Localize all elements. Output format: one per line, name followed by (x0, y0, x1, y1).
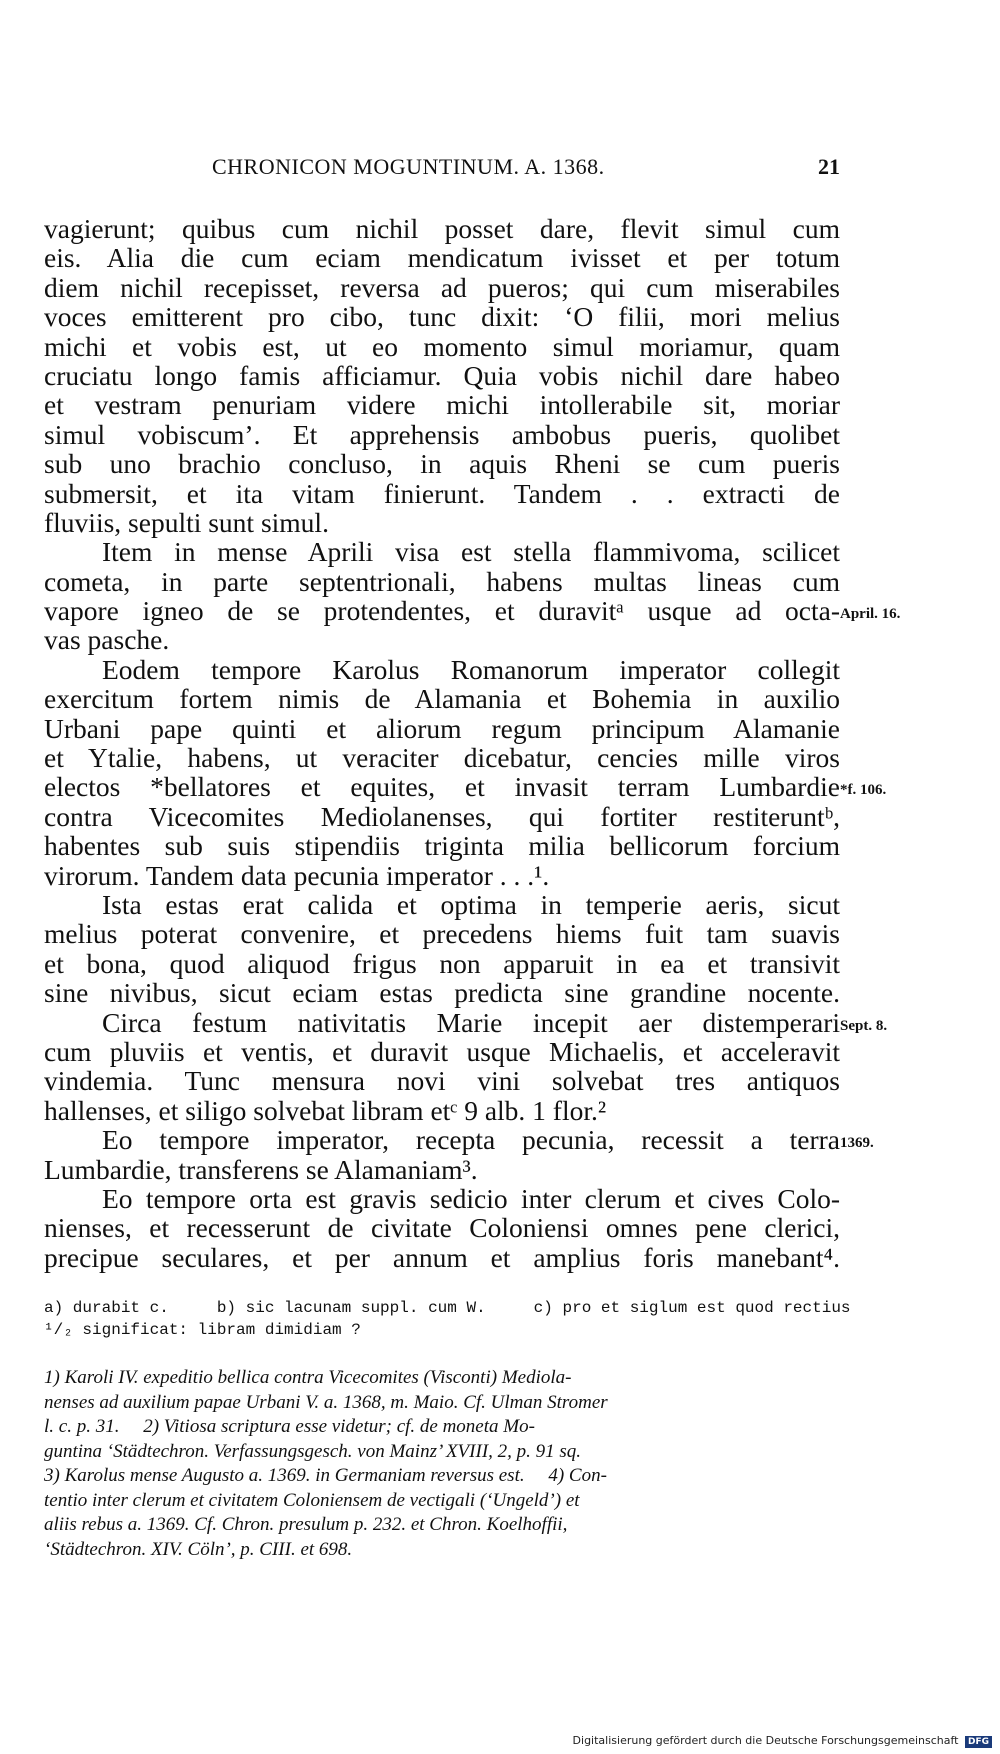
text-line (44, 214, 840, 243)
footnote-line: guntina ‘Städtechron. Verfassungsgesch. von Mainz’ XVIII, 2, p. 91 sq. (44, 1440, 582, 1462)
text-line-content: et Ytalie, habens, ut veraciter dicebatur, cencies mille viros (44, 742, 840, 774)
apparatus-line: a) durabit c. b) sic lacunam suppl. cum W. c) pro et siglum est quod rectius (44, 1299, 851, 1317)
text-line (44, 949, 840, 978)
text-line (44, 243, 840, 272)
text-line-content: nienses, et recesserunt de civitate Coloniensi omnes pene clerici, (44, 1212, 840, 1244)
text-line (44, 361, 840, 390)
text-line (44, 802, 840, 831)
margin-note: *f. 106. (840, 782, 887, 799)
apparatus-line: ¹/₂ significat: libram dimidiam ? (44, 1321, 361, 1339)
footnote-line: ‘Städtechron. XIV. Cöln’, p. CIII. et 698. (44, 1538, 353, 1560)
text-line-content: sub uno brachio concluso, in aquis Rheni se cum pueris (44, 448, 840, 480)
page-number: 21 (818, 154, 840, 179)
running-title: CHRONICON MOGUNTINUM. A. 1368. (212, 154, 605, 179)
text-line (44, 508, 840, 537)
footnote-line: l. c. p. 31. 2) Vitiosa scriptura esse videtur; cf. de moneta Mo- (44, 1416, 535, 1437)
text-line (44, 1066, 840, 1095)
text-line-content: submersit, et ita vitam finierunt. Tandem . . extracti de (44, 477, 840, 509)
text-line-content: cum pluviis et ventis, et duravit usque Michaelis, et acceleravit (44, 1035, 840, 1067)
text-line-content: michi et vobis est, ut eo momento simul moriamur, quam (44, 330, 840, 362)
text-line-content: Lumbardie, transferens se Alamaniam³. (44, 1153, 478, 1185)
text-line-content: Ista estas erat calida et optima in temperie aeris, sicut (102, 888, 840, 920)
text-line-content: Urbani pape quinti et aliorum regum principum Alamanie (44, 712, 840, 744)
footnote-line: aliis rebus a. 1369. Cf. Chron. presulum p. 232. et Chron. Koelhoffii, (44, 1514, 568, 1535)
text-line (44, 302, 840, 331)
text-line-content: precipue seculares, et per annum et amplius foris manebant⁴. (44, 1241, 840, 1273)
text-line (44, 1213, 840, 1242)
margin-note: April. 16. (840, 606, 901, 623)
digitization-credit (573, 1734, 992, 1748)
text-line (44, 771, 887, 803)
main-text (44, 213, 901, 1273)
text-line-content: virorum. Tandem data pecunia imperator . . .¹. (44, 859, 550, 891)
text-line-content: fluviis, sepulti sunt simul. (44, 506, 329, 538)
text-line (44, 1155, 840, 1184)
footnote-line: 3) Karolus mense Augusto a. 1369. in Germaniam reversus est. 4) Con- (44, 1465, 607, 1486)
text-line (44, 449, 840, 478)
text-line (44, 861, 840, 890)
text-line-content: simul vobiscum’. Et apprehensis ambobus pueris, quolibet (44, 418, 840, 450)
text-line-content: et bona, quod aliquod frigus non apparuit in ea et transivit (44, 947, 840, 979)
text-line (44, 537, 840, 566)
footnote-line: tentio inter clerum et civitatem Coloniensem de vectigali (‘Ungeld’) et (44, 1489, 580, 1511)
text-line (44, 479, 840, 508)
textual-apparatus (44, 1297, 851, 1341)
text-line-content: vas pasche. (44, 624, 170, 656)
text-line (44, 831, 840, 860)
text-line (44, 1006, 888, 1038)
text-line (44, 1124, 874, 1156)
dfg-logo: DFG (965, 1736, 992, 1748)
text-line (44, 714, 840, 743)
margin-note: Sept. 8. (840, 1017, 888, 1034)
text-line-content: Eo tempore imperator, recepta pecunia, recessit a terra (102, 1124, 840, 1156)
text-line-content: hallenses, et siligo solvebat libram etᶜ 9 alb. 1 flor.² (44, 1094, 607, 1126)
text-line (44, 390, 840, 419)
text-line (44, 684, 840, 713)
text-line (44, 890, 840, 919)
margin-note: 1369. (840, 1135, 874, 1152)
text-line-content: electos *bellatores et equites, et invasit terram Lumbardie (44, 771, 840, 803)
text-line (44, 919, 840, 948)
text-line-content: cometa, in parte septentrionali, habens multas lineas cum (44, 565, 840, 597)
text-line-content: vindemia. Tunc mensura novi vini solvebat tres antiquos (44, 1065, 840, 1097)
credit-text: Digitalisierung gefördert durch die Deutsche Forschungsgemeinschaft (572, 1734, 959, 1747)
text-line-content: et vestram penuriam videre michi intollerabile sit, moriar (44, 389, 840, 421)
text-line-content: habentes sub suis stipendiis triginta milia bellicorum forcium (44, 830, 840, 862)
text-line (44, 567, 840, 596)
footnote-line: 1) Karoli IV. expeditio bellica contra Vicecomites (Visconti) Mediola- (44, 1367, 572, 1388)
text-line (44, 1096, 840, 1125)
text-line (44, 1184, 840, 1213)
text-line-content: voces emitterent pro cibo, tunc dixit: ‘O filii, mori melius (44, 301, 840, 333)
text-line-content: melius poterat convenire, et precedens hiems fuit tam suavis (44, 918, 840, 950)
text-line-content: Eodem tempore Karolus Romanorum imperator collegit (102, 653, 840, 685)
footnote-line: nenses ad auxilium papae Urbani V. a. 1368, m. Maio. Cf. Ulman Stromer (44, 1391, 608, 1413)
text-line-content: contra Vicecomites Mediolanenses, qui fortiter restiteruntᵇ, (44, 800, 840, 832)
text-line (44, 332, 840, 361)
text-line (44, 625, 840, 654)
text-line-content: sine nivibus, sicut eciam estas predicta sine grandine nocente. (44, 977, 840, 1009)
text-line (44, 743, 840, 772)
text-line (44, 655, 840, 684)
text-line (44, 1243, 840, 1272)
text-line-content: vagierunt; quibus cum nichil posset dare, flevit simul cum (44, 213, 840, 244)
text-line (44, 978, 840, 1007)
text-line-content: exercitum fortem nimis de Alamania et Bohemia in auxilio (44, 683, 840, 715)
footnotes (44, 1366, 840, 1562)
text-line-content: eis. Alia die cum eciam mendicatum ivisset et per totum (44, 242, 840, 274)
text-line (44, 420, 840, 449)
text-line-content: Eo tempore orta est gravis sedicio inter clerum et cives Colo- (102, 1182, 840, 1214)
page-header (44, 154, 840, 184)
text-line-content: vapore igneo de se protendentes, et duravitᵃ usque ad octa- (44, 595, 840, 627)
text-line-content: Item in mense Aprili visa est stella flammivoma, scilicet (102, 536, 840, 568)
text-line-content: cruciatu longo famis afficiamur. Quia vobis nichil dare habeo (44, 359, 840, 391)
text-line (44, 273, 840, 302)
text-line-content: Circa festum nativitatis Marie incepit aer distemperari (102, 1006, 840, 1038)
text-line-content: diem nichil recepisset, reversa ad pueros; qui cum miserabiles (44, 271, 840, 303)
text-line (44, 1037, 840, 1066)
text-line (44, 595, 901, 627)
